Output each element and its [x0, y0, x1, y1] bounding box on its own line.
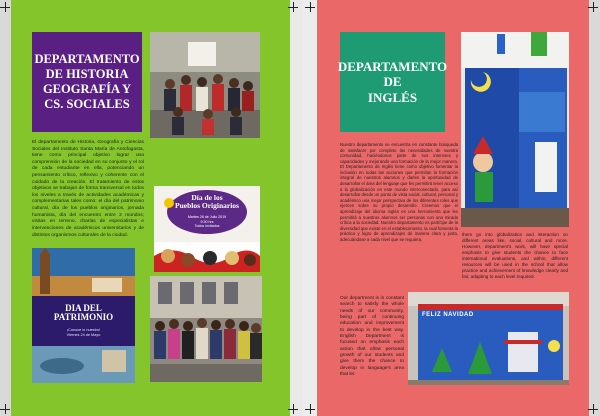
- title-line: INGLÉS: [367, 89, 418, 105]
- photo-students-group: [150, 32, 260, 138]
- poster-title-line: Día de los: [191, 193, 223, 202]
- poster-title-line: Pueblos Originarios: [175, 201, 239, 211]
- english-body-text-english: Our department is in constant search to satisfy the whole needs of our community, being part of continuing education and improvement to develop in the best way. English Department is focused on emphasis each action that allow personal growth of our students and give them the chance to develop in language's area that let: [340, 296, 404, 377]
- poster-title-line: PATRIMONIO: [53, 312, 114, 323]
- history-body-text: El departamento de Historia, Geografía y Ciencias Sociales del Instituto Santa María de Antofagasta, tiene como principal objetivo lograr una comprensión de la sociedad en su conjunto y el rol de cada estudiante en ella, potenciando un pensamiento crítico, reflexivo y coherente con el cuidado de la creación. El tratamiento de estos objetivos se trabajan de forma transversal en todos los niveles a través de actividades académicas y complementarias tales como: el día del patrimonio cultural, día de los pueblos originarios, jornada humanista, día del encuentro entre 2 mundos; visitas en terreno, charlas de especialistas e intervenciones de académicos universitarios y de distintos organismos culturales de la ciudad.: [32, 140, 144, 238]
- poster-pueblos-originarios: [154, 186, 260, 272]
- crop-mark: [588, 2, 598, 12]
- title-line: DE HISTORIA: [45, 67, 129, 81]
- poster-subtitle: ¡Conoce lo nuestro!: [66, 328, 101, 332]
- photo-students-courtyard: [150, 276, 262, 382]
- title-line: DE: [383, 74, 402, 90]
- poster-subtitle: Viernes 24 de Mayo: [66, 332, 101, 337]
- english-department-title: [337, 32, 448, 132]
- title-line: CS. SOCIALES: [44, 97, 130, 111]
- christmas-sign-text: FELIZ NAVIDAD: [422, 312, 474, 318]
- english-body-text-english-cont: them go into globalization and interaction on different areas like, social, cultural and more. However, department's work, will have special emphasis to give students the chance to face international evaluations, and within, different resources will be used in the school that allow practice and achievement of knowledge clearly and fair, adapting to each level required.: [462, 232, 568, 279]
- crop-mark: [305, 2, 315, 12]
- crop-mark: [288, 404, 298, 414]
- photo-christmas-board: [408, 292, 569, 385]
- page-gutter-left: [290, 0, 303, 416]
- poster-dia-del-patrimonio: [32, 248, 135, 383]
- poster-time: 9:30 hrs: [200, 219, 214, 224]
- crop-mark: [0, 2, 10, 12]
- poster-audience: Todos invitados: [194, 224, 220, 229]
- title-line: DEPARTAMENTO: [337, 58, 448, 74]
- poster-title-line: DIA DEL: [65, 303, 102, 313]
- crop-mark: [588, 404, 598, 414]
- crop-mark: [0, 404, 10, 414]
- crop-mark: [305, 404, 315, 414]
- poster-date: Martes 28 de Julio 2019: [187, 215, 227, 219]
- title-line: GEOGRAFÍA Y: [42, 82, 132, 96]
- crop-mark: [288, 2, 298, 12]
- english-body-text-spanish: Nuestro departamento se encuentra en constante búsqueda de satisfacer por completo las necesidades de nuestra comunidad, haciéndonos parte de sus intereses y capacidades y mejorando una formación de la mejor manera. El Departamento de Inglés tiene como objetivo fomentar la inclusión en todas las acciones que permitan la formación integral de nuestros alumnos y darles la oportunidad de desarrollar el área del lenguaje que les permitirá tener acceso a la globalización en este mundo interconectado, para así desarrollar desde un punto de vista social, cultural, personal y académico una mejor perspectiva de los diferentes roles que ejercen sobre su propio desarrollo. Creemos que el aprendizaje del idioma inglés es una herramienta que les permitirá a nuestros alumnos ser personas con una mirada crítica a la sociedad. Nuestro departamento es partícipe de la diversidad que existe en el establecimiento, la cual fomenta la práctica y logro de aprendizajes de manera clara y justa, adecuándose a cada nivel que se requiera.: [340, 142, 458, 242]
- photo-decorated-door: [461, 32, 569, 227]
- history-department-title: [32, 32, 142, 132]
- page-gutter-right: [303, 0, 317, 416]
- title-line: DEPARTAMENTO: [34, 52, 140, 66]
